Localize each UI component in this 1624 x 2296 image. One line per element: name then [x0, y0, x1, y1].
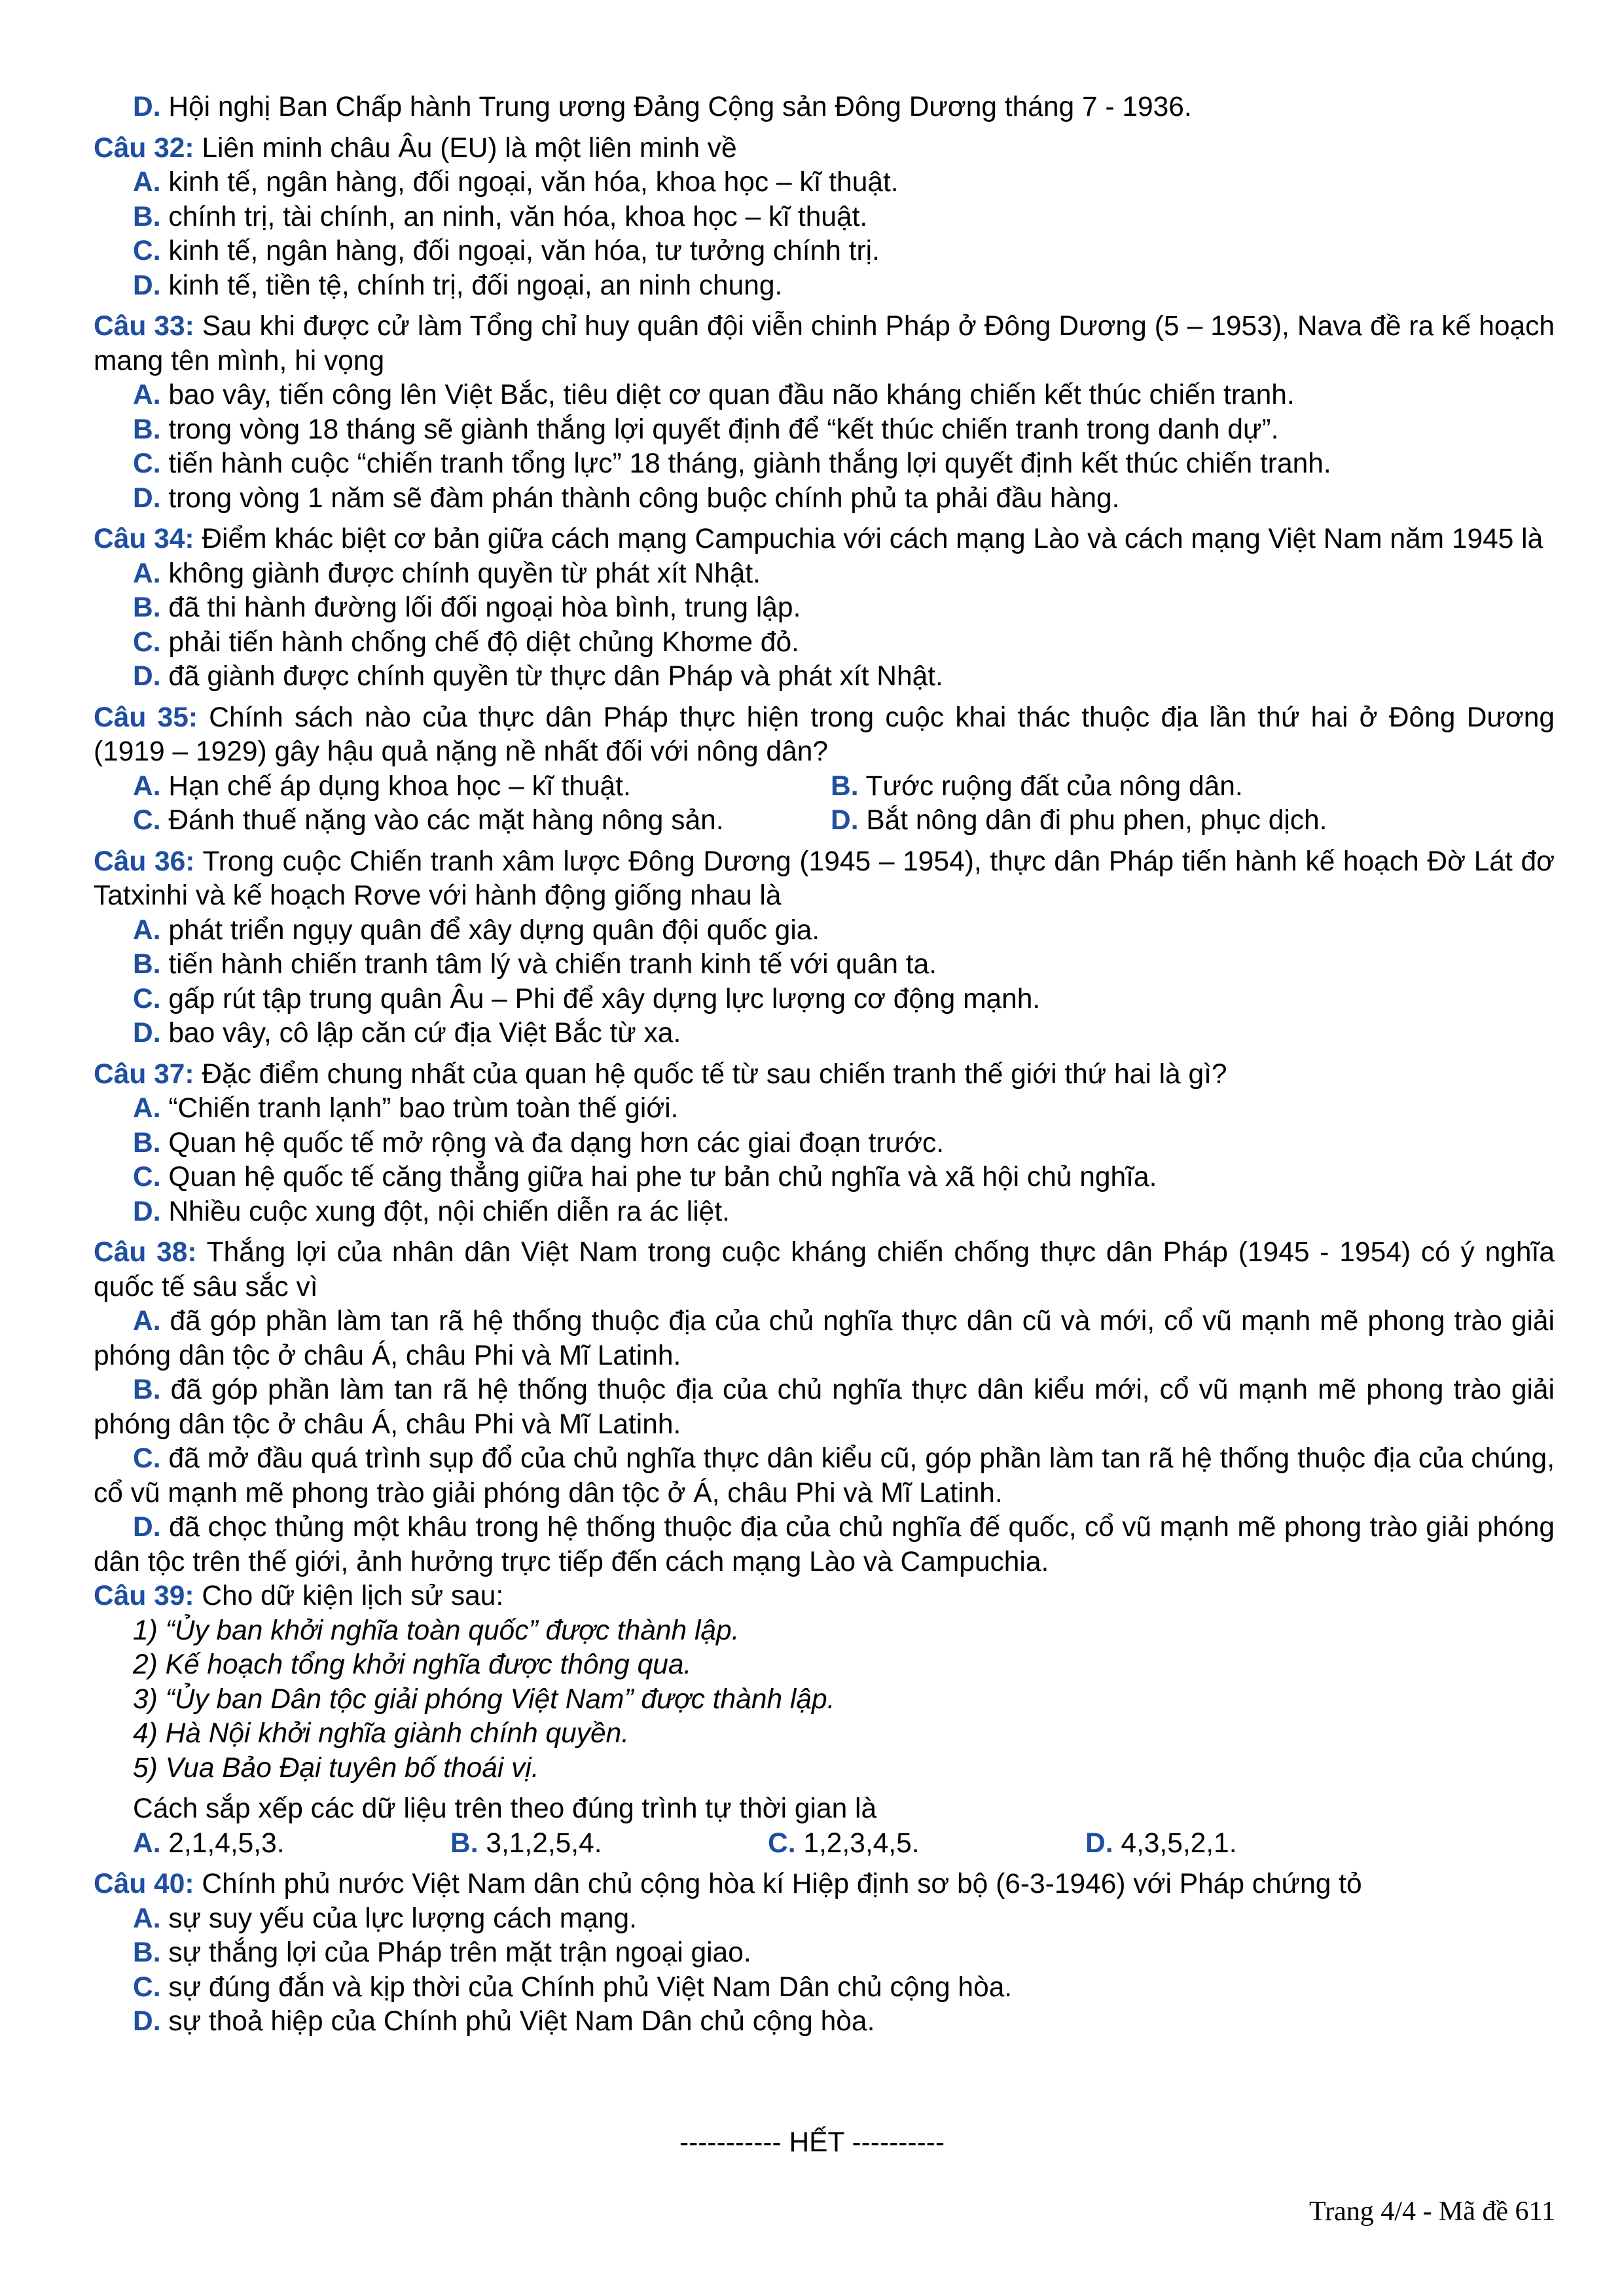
fact-item: 1) “Ủy ban khởi nghĩa toàn quốc” được thành lập.	[133, 1615, 740, 1646]
option-text: trong vòng 1 năm sẽ đàm phán thành công buộc chính phủ ta phải đầu hàng.	[168, 482, 1120, 514]
option-text: không giành được chính quyền từ phát xít Nhật.	[168, 558, 761, 589]
option-letter: D.	[133, 1018, 161, 1049]
option-letter: A.	[133, 914, 161, 946]
option-text: gấp rút tập trung quân Âu – Phi để xây dựng lực lượng cơ động mạnh.	[168, 983, 1041, 1014]
question-37	[94, 1058, 1555, 1092]
option-c	[94, 982, 1555, 1017]
question-text: Liên minh châu Âu (EU) là một liên minh về	[202, 132, 737, 164]
option-letter: D.	[133, 661, 161, 692]
question-text: Điểm khác biệt cơ bản giữa cách mạng Campuchia với cách mạng Lào và cách mạng Việt Nam năm 1945 là	[202, 524, 1543, 554]
question-text: Cho dữ kiện lịch sử sau:	[202, 1581, 504, 1611]
option-text: “Chiến tranh lạnh” bao trùm toàn thế giới.	[168, 1093, 679, 1124]
option-b	[831, 770, 1555, 804]
question-32	[94, 132, 1555, 166]
option-letter: D.	[133, 2006, 161, 2037]
option-letter: D.	[831, 805, 859, 836]
question-number: Câu 40:	[94, 1869, 194, 1899]
option-letter: A.	[133, 167, 161, 198]
option-d	[94, 1016, 1555, 1051]
option-b	[94, 1936, 1555, 1971]
option-c	[768, 1827, 1085, 1861]
option-d	[94, 1195, 1555, 1230]
option-d-q31	[94, 90, 1555, 125]
option-text: đã góp phần làm tan rã hệ thống thuộc địa của chủ nghĩa thực dân cũ và mới, cổ vũ mạnh mẽ phong trào giải phóng dân tộc ở châu Á, châu Phi và Mĩ Latinh.	[94, 1306, 1555, 1371]
fact-item: 3) “Ủy ban Dân tộc giải phóng Việt Nam” được thành lập.	[133, 1683, 835, 1715]
option-text: Hạn chế áp dụng khoa học – kĩ thuật.	[168, 770, 631, 802]
option-text: Đánh thuế nặng vào các mặt hàng nông sản.	[168, 805, 724, 836]
option-text: 2,1,4,5,3.	[168, 1827, 285, 1859]
option-text: chính trị, tài chính, an ninh, văn hóa, khoa học – kĩ thuật.	[168, 201, 868, 232]
question-text: Trong cuộc Chiến tranh xâm lược Đông Dương (1945 – 1954), thực dân Pháp tiến hành kế hoạch Đờ Lát đơ Tatxinhi và kế hoạch Rơve với hành động giống nhau là	[94, 846, 1555, 911]
option-text: tiến hành chiến tranh tâm lý và chiến tranh kinh tế với quân ta.	[168, 949, 937, 980]
option-grid	[94, 770, 1555, 838]
question-number: Câu 38:	[94, 1237, 197, 1268]
option-letter: B.	[450, 1827, 478, 1859]
option-letter: A.	[133, 1306, 161, 1336]
option-a	[133, 1827, 450, 1861]
option-a	[94, 557, 1555, 592]
option-b	[94, 413, 1555, 448]
fact-item: 4) Hà Nội khởi nghĩa giành chính quyền.	[133, 1718, 630, 1749]
option-letter: C.	[133, 1971, 161, 2003]
option-a	[94, 1902, 1555, 1937]
option-letter: D.	[1085, 1827, 1113, 1859]
question-number: Câu 34:	[94, 524, 194, 554]
option-c	[94, 1442, 1555, 1511]
option-text: Tước ruộng đất của nông dân.	[865, 770, 1243, 802]
question-number: Câu 39:	[94, 1581, 194, 1611]
exam-content	[94, 90, 1555, 2039]
option-d	[94, 2005, 1555, 2039]
option-letter: A.	[133, 1827, 161, 1859]
option-a	[94, 1092, 1555, 1126]
option-d	[94, 269, 1555, 304]
option-letter: A.	[133, 1093, 161, 1124]
option-b	[94, 948, 1555, 982]
question-38	[94, 1236, 1555, 1304]
option-d	[94, 482, 1555, 516]
option-letter: C.	[133, 983, 161, 1014]
option-c	[94, 1971, 1555, 2005]
question-text: Sau khi được cử làm Tổng chỉ huy quân đội viễn chinh Pháp ở Đông Dương (5 – 1953), Nava đề ra kế hoạch mang tên mình, hi vọng	[94, 311, 1555, 376]
option-text: 4,3,5,2,1.	[1121, 1827, 1237, 1859]
question-text: Thắng lợi của nhân dân Việt Nam trong cuộc kháng chiến chống thực dân Pháp (1945 - 1954) có ý nghĩa quốc tế sâu sắc vì	[94, 1237, 1555, 1302]
question-35	[94, 701, 1555, 770]
option-c	[94, 447, 1555, 482]
option-letter: C.	[133, 1443, 161, 1474]
question-text: Chính sách nào của thực dân Pháp thực hiện trong cuộc khai thác thuộc địa lần thứ hai ở Đông Dương (1919 – 1929) gây hậu quả nặng nề nhất đối với nông dân?	[94, 702, 1555, 767]
question-33	[94, 310, 1555, 378]
option-c	[133, 804, 844, 838]
option-letter: C.	[133, 1162, 161, 1193]
option-letter: A.	[133, 1903, 161, 1934]
option-a	[133, 770, 844, 804]
option-a	[94, 378, 1555, 413]
option-text: sự thắng lợi của Pháp trên mặt trận ngoại giao.	[168, 1937, 751, 1968]
question-text: Chính phủ nước Việt Nam dân chủ cộng hòa kí Hiệp định sơ bộ (6-3-1946) với Pháp chứng tỏ	[202, 1869, 1362, 1899]
option-letter: B.	[133, 592, 161, 623]
option-letter: B.	[133, 1374, 161, 1405]
option-letter: D.	[133, 1196, 161, 1227]
question-34	[94, 522, 1555, 557]
option-text: kinh tế, ngân hàng, đối ngoại, văn hóa, tư tưởng chính trị.	[168, 236, 880, 266]
option-letter: B.	[133, 1937, 161, 1968]
option-text: Quan hệ quốc tế mở rộng và đa dạng hơn các giai đoạn trước.	[168, 1127, 945, 1158]
option-letter: B.	[133, 1127, 161, 1158]
option-text: Nhiều cuộc xung đột, nội chiến diễn ra ác liệt.	[168, 1196, 730, 1227]
option-letter: C.	[768, 1827, 796, 1859]
option-d	[94, 1511, 1555, 1579]
option-letter: A.	[133, 380, 161, 410]
question-number: Câu 37:	[94, 1058, 194, 1090]
question-prompt: Cách sắp xếp các dữ liệu trên theo đúng trình tự thời gian là	[133, 1793, 877, 1824]
question-text: Đặc điểm chung nhất của quan hệ quốc tế từ sau chiến tranh thế giới thứ hai là gì?	[202, 1058, 1227, 1090]
option-b	[94, 200, 1555, 235]
option-letter: A.	[133, 770, 161, 802]
option-c	[94, 1160, 1555, 1195]
option-letter: B.	[831, 770, 859, 802]
option-a	[94, 1304, 1555, 1373]
option-text: kinh tế, ngân hàng, đối ngoại, văn hóa, khoa học – kĩ thuật.	[168, 167, 899, 198]
question-40	[94, 1867, 1555, 1902]
option-letter: A.	[133, 558, 161, 589]
question-39	[94, 1579, 1555, 1614]
option-letter: C.	[133, 626, 161, 658]
option-letter: D.	[133, 482, 161, 514]
option-letter: D.	[133, 92, 161, 122]
option-text: Hội nghị Ban Chấp hành Trung ương Đảng Cộng sản Đông Dương tháng 7 - 1936.	[168, 92, 1192, 122]
option-text: đã thi hành đường lối đối ngoại hòa bình, trung lập.	[168, 592, 801, 623]
option-c	[94, 626, 1555, 660]
option-text: 3,1,2,5,4.	[486, 1827, 602, 1859]
option-text: Quan hệ quốc tế căng thẳng giữa hai phe tư bản chủ nghĩa và xã hội chủ nghĩa.	[168, 1162, 1157, 1193]
option-d	[1085, 1827, 1403, 1861]
option-letter: B.	[133, 414, 161, 445]
option-text: đã giành được chính quyền từ thực dân Pháp và phát xít Nhật.	[168, 661, 943, 692]
option-text: kinh tế, tiền tệ, chính trị, đối ngoại, an ninh chung.	[168, 270, 783, 301]
option-d	[831, 804, 1555, 838]
option-d	[94, 660, 1555, 694]
option-a	[94, 166, 1555, 200]
page-number: Trang 4/4 - Mã đề 611	[1308, 2197, 1555, 2227]
option-text: 1,2,3,4,5.	[803, 1827, 920, 1859]
question-number: Câu 32:	[94, 132, 194, 164]
option-text: Bắt nông dân đi phu phen, phục dịch.	[866, 805, 1327, 836]
option-b	[94, 1373, 1555, 1442]
fact-item: 5) Vua Bảo Đại tuyên bố thoái vị.	[133, 1752, 539, 1784]
option-letter: C.	[133, 236, 161, 266]
option-text: bao vây, cô lập căn cứ địa Việt Bắc từ xa.	[168, 1018, 681, 1049]
option-letter: C.	[133, 448, 161, 479]
option-a	[94, 914, 1555, 948]
question-number: Câu 33:	[94, 311, 194, 342]
option-b	[450, 1827, 768, 1861]
option-text: bao vây, tiến công lên Việt Bắc, tiêu diệt cơ quan đầu não kháng chiến kết thúc chiến tranh.	[168, 380, 1295, 410]
option-text: phải tiến hành chống chế độ diệt chủng Khơme đỏ.	[168, 626, 799, 658]
option-letter: B.	[133, 949, 161, 980]
option-letter: D.	[133, 1512, 161, 1543]
option-b	[94, 591, 1555, 626]
option-text: phát triển ngụy quân để xây dựng quân đội quốc gia.	[168, 914, 820, 946]
question-number: Câu 36:	[94, 846, 195, 877]
question-36	[94, 845, 1555, 914]
option-text: sự thoả hiệp của Chính phủ Việt Nam Dân chủ cộng hòa.	[168, 2006, 875, 2037]
option-letter: D.	[133, 270, 161, 301]
option-text: tiến hành cuộc “chiến tranh tổng lực” 18 tháng, giành thắng lợi quyết định kết thúc chiến tranh.	[168, 448, 1331, 479]
option-text: đã chọc thủng một khâu trong hệ thống thuộc địa của chủ nghĩa đế quốc, cổ vũ mạnh mẽ phong trào giải phóng dân tộc trên thế giới, ảnh hưởng trực tiếp đến cách mạng Lào và Campuchia.	[94, 1512, 1555, 1577]
option-text: đã mở đầu quá trình sụp đổ của chủ nghĩa thực dân kiểu cũ, góp phần làm tan rã hệ thống thuộc địa của chúng, cổ vũ mạnh mẽ phong trào giải phóng dân tộc ở Á, châu Phi và Mĩ Latinh.	[94, 1443, 1555, 1509]
option-grid	[94, 1827, 1555, 1861]
option-c	[94, 234, 1555, 269]
option-b	[94, 1126, 1555, 1161]
option-letter: C.	[133, 805, 161, 836]
end-mark: ----------- HẾT ----------	[679, 2127, 945, 2158]
option-text: trong vòng 18 tháng sẽ giành thắng lợi quyết định để “kết thúc chiến tranh trong danh dự”.	[168, 414, 1279, 445]
option-text: sự đúng đắn và kịp thời của Chính phủ Việt Nam Dân chủ cộng hòa.	[168, 1971, 1013, 2003]
question-number: Câu 35:	[94, 702, 198, 733]
fact-item: 2) Kế hoạch tổng khởi nghĩa được thông qua.	[133, 1649, 692, 1680]
option-text: sự suy yếu của lực lượng cách mạng.	[168, 1903, 637, 1934]
option-text: đã góp phần làm tan rã hệ thống thuộc địa của chủ nghĩa thực dân kiểu mới, cổ vũ mạnh mẽ phong trào giải phóng dân tộc ở châu Á, châu Phi và Mĩ Latinh.	[94, 1374, 1555, 1440]
option-letter: B.	[133, 201, 161, 232]
